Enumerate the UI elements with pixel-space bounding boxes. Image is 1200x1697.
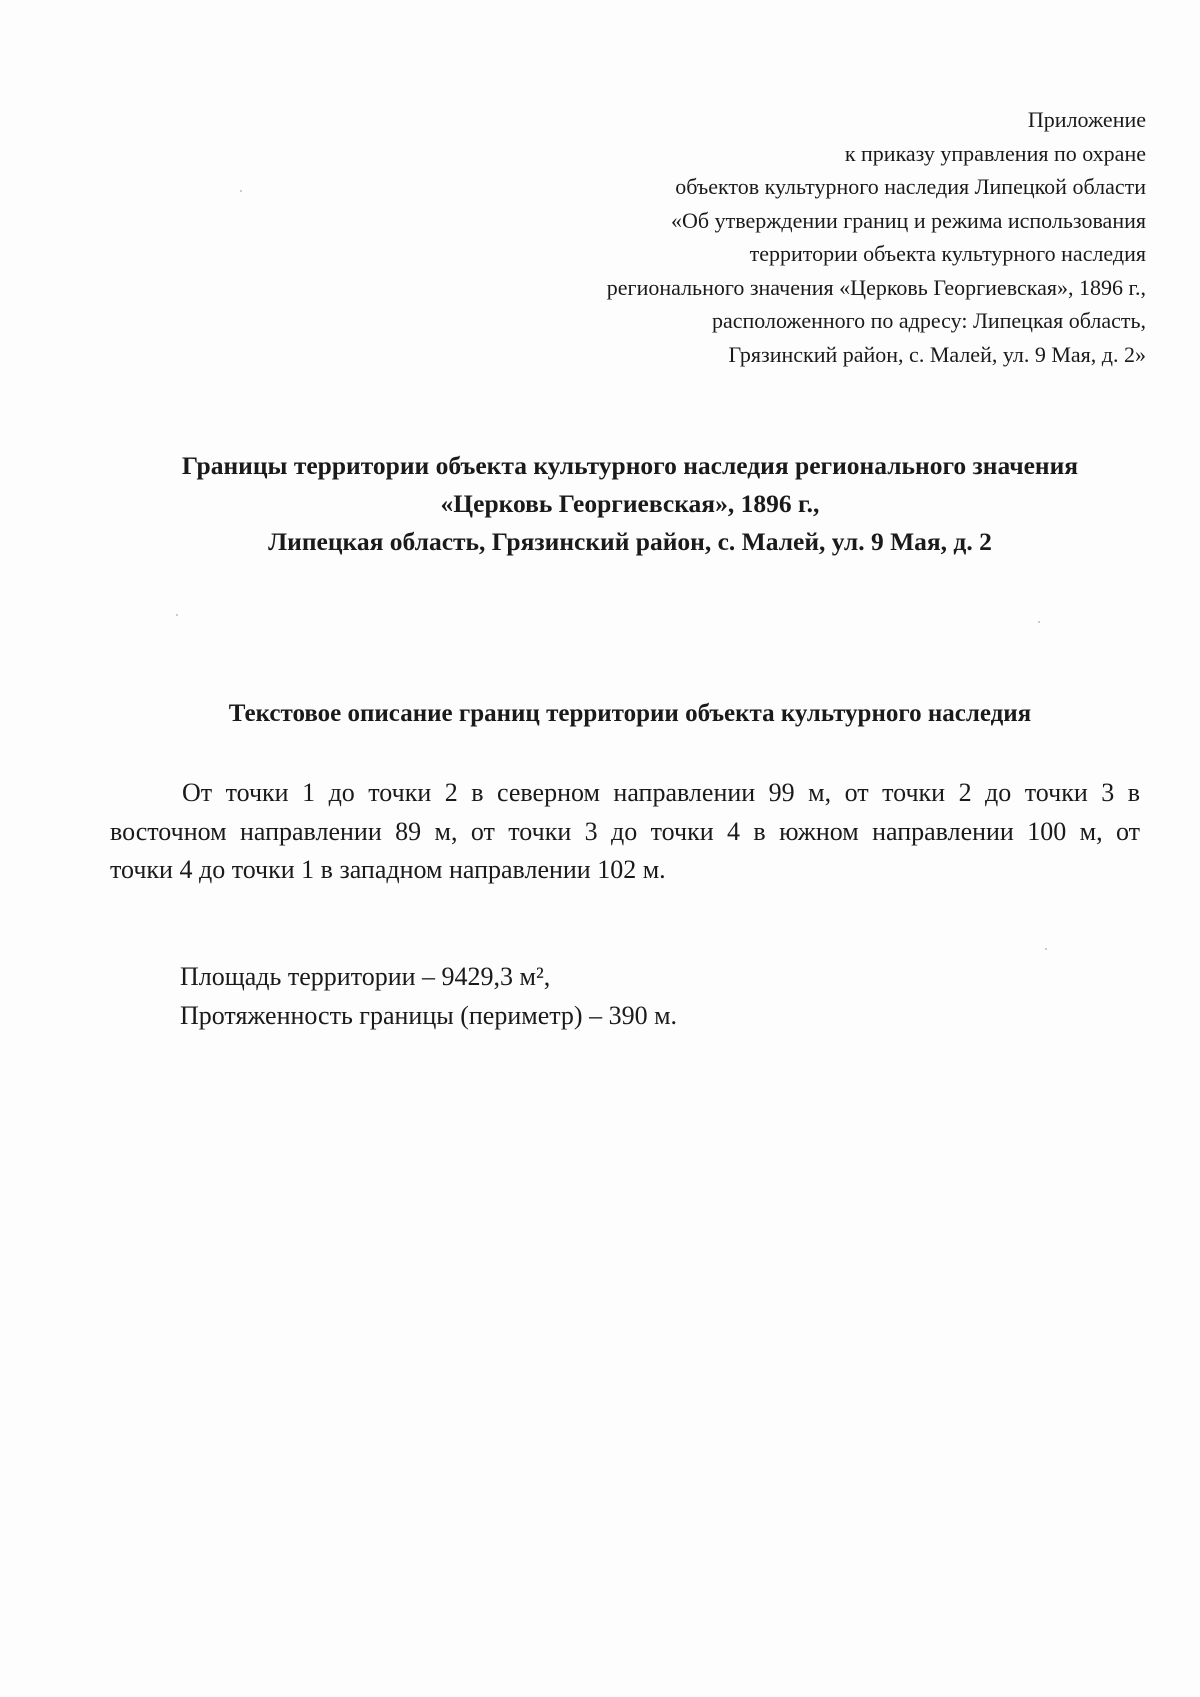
appendix-line: «Об утверждении границ и режима использования — [671, 207, 1146, 233]
description-line: От точки 1 до точки 2 в северном направлении 99 м, от точки 2 до точки 3 в — [182, 778, 1140, 807]
scan-speck — [1038, 621, 1040, 623]
description-line: восточном направлении 89 м, от точки 3 до точки 4 в южном направлении 100 м, от — [110, 816, 1140, 846]
document-title — [60, 447, 1200, 561]
appendix-line: территории объекта культурного наследия — [749, 241, 1146, 266]
title-line: Липецкая область, Грязинский район, с. Малей, ул. 9 Мая, д. 2 — [268, 527, 992, 556]
description-line: точки 4 до точки 1 в западном направлении 102 м. — [110, 855, 666, 884]
title-line: Границы территории объекта культурного наследия регионального значения — [181, 451, 1079, 480]
appendix-line: Приложение — [1027, 107, 1146, 132]
appendix-line: к приказу управления по охране — [844, 140, 1146, 166]
boundary-description — [110, 774, 1140, 890]
scan-speck — [176, 614, 178, 616]
perimeter-value: Протяженность границы (периметр) – 390 м. — [180, 1000, 678, 1030]
section-heading: Текстовое описание границ территории объекта культурного наследия — [228, 700, 1032, 727]
appendix-line: расположенного по адресу: Липецкая область, — [711, 308, 1146, 333]
area-value: Площадь территории – 9429,3 м², — [180, 962, 551, 991]
appendix-line: Грязинский район, с. Малей, ул. 9 Мая, д. 2» — [728, 341, 1146, 367]
territory-metrics — [180, 958, 677, 1035]
appendix-block — [446, 103, 1146, 371]
appendix-line: регионального значения «Церковь Георгиевская», 1896 г., — [606, 274, 1146, 300]
title-line: «Церковь Георгиевская», 1896 г., — [440, 489, 820, 518]
scan-speck — [1045, 948, 1047, 950]
appendix-line: объектов культурного наследия Липецкой области — [675, 174, 1146, 199]
scan-speck — [240, 190, 242, 192]
